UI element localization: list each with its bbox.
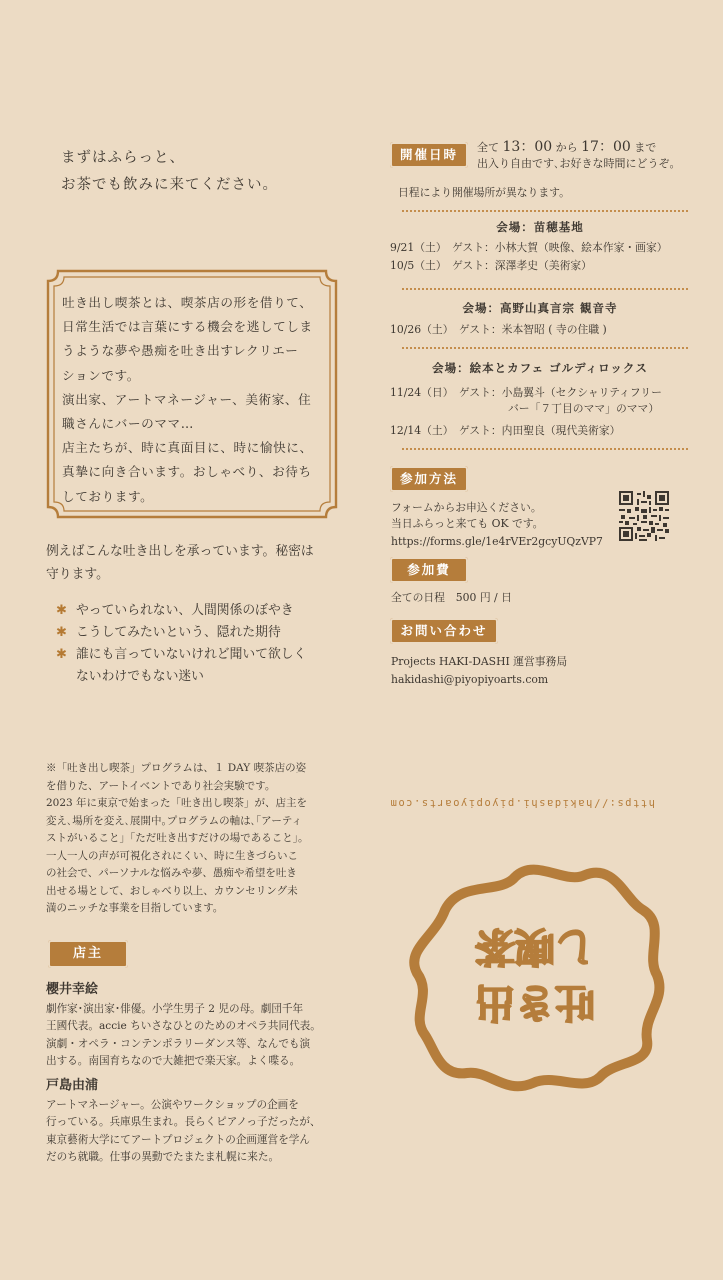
bio-line: 行っている。兵庫県生まれ。長らくピアノっ子だったが、 bbox=[46, 1116, 321, 1129]
about-line: うような夢や愚痴を吐き出すレクリエー bbox=[62, 343, 299, 359]
venue-title: 会場：絵本とカフェ ゴルディロックス bbox=[432, 361, 648, 375]
about-line: 日常生活では言葉にする機会を逃してしま bbox=[62, 319, 313, 335]
event-guest: ゲスト：内田聖良（現代美術家） bbox=[458, 424, 621, 437]
note-line: 出せる場として、おしゃべり以上、カウンセリング未 bbox=[46, 884, 298, 897]
event-date: 11/24（日） bbox=[390, 386, 449, 399]
contact-info bbox=[391, 653, 567, 689]
contact-org: Projects HAKI-DASHI 運営事務局 bbox=[391, 655, 568, 668]
event-date: 10/5（土） bbox=[390, 259, 442, 272]
about-line: 職さんにバーのママ… bbox=[62, 416, 194, 432]
venue-events bbox=[390, 384, 662, 440]
bio-line: 東京藝術大学にてアートプロジェクトの企画運営を学ん bbox=[46, 1133, 310, 1146]
star-bullet-icon: ✱ bbox=[56, 603, 67, 618]
about-line: ションです。 bbox=[62, 367, 140, 383]
examples-lead-line-2: 守ります。 bbox=[46, 567, 109, 582]
qr-code-icon[interactable] bbox=[619, 491, 669, 541]
example-text: ないわけでもない迷い bbox=[76, 669, 204, 684]
venue-title: 会場：苗穂基地 bbox=[496, 220, 584, 234]
free-entry-text: 出入り自由です､お好きな時間にどうぞ｡ bbox=[477, 157, 675, 170]
time-line bbox=[477, 139, 675, 156]
contact-badge: お問い合わせ bbox=[390, 618, 498, 644]
bio-line: アートマネージャー。公演やワークショップの企画を bbox=[46, 1099, 299, 1111]
join-line-1: フォームからお申込ください。 bbox=[391, 501, 542, 514]
event-date: 10/26（土） bbox=[390, 323, 449, 336]
note-line: 2023 年に東京で始まった「吐き出し喫茶」が、店主を bbox=[46, 797, 308, 809]
star-bullet-icon: ✱ bbox=[56, 625, 67, 640]
venue-events bbox=[390, 239, 668, 275]
dotted-divider bbox=[402, 210, 688, 212]
event-date: 9/21（土） bbox=[390, 241, 442, 254]
venue-title: 会場：高野山真言宗 観音寺 bbox=[462, 301, 618, 315]
note-line: 満のニッチな事業を目指しています。 bbox=[46, 902, 224, 914]
intro-line-1: まずはふらっと、 bbox=[61, 150, 185, 166]
schedule-badge: 開催日時 bbox=[390, 142, 468, 168]
owner-name: 櫻井幸絵 bbox=[46, 982, 99, 997]
event-row bbox=[390, 422, 662, 440]
join-badge: 参加方法 bbox=[390, 466, 468, 492]
list-item bbox=[56, 644, 346, 688]
about-line: 店主たちが、時に真面目に、時に愉快に、 bbox=[62, 440, 313, 456]
bio-line: 王國代表。accie ちいさなひとのためのオペラ共同代表。 bbox=[46, 1020, 321, 1033]
venue-events bbox=[390, 321, 607, 339]
event-row bbox=[390, 321, 607, 339]
owner-bio bbox=[46, 1097, 341, 1167]
fee-text: 全ての日程 500 円 / 日 bbox=[391, 591, 512, 604]
event-guest: ゲスト：小林大賀（映像、絵本作家・画家） bbox=[452, 241, 668, 254]
examples-lead bbox=[46, 540, 346, 586]
website-url[interactable]: https://hakidashi.piyopiyoarts.com bbox=[389, 797, 655, 809]
dotted-divider bbox=[402, 347, 688, 349]
star-bullet-icon: ✱ bbox=[56, 647, 67, 662]
about-line: 演出家、アートマネージャー、美術家、住 bbox=[62, 391, 312, 407]
owners-badge: 店主 bbox=[48, 940, 128, 968]
intro-text bbox=[61, 145, 278, 199]
note-line: ※「吐き出し喫茶」プログラムは、１ DAY 喫茶店の姿 bbox=[46, 762, 307, 774]
end-time: 17：00 bbox=[581, 139, 631, 155]
intro-line-2: お茶でも飲みに来てください。 bbox=[61, 177, 278, 193]
dotted-divider bbox=[402, 448, 688, 450]
join-form-link[interactable]: https://forms.gle/1e4rVEr2gcyUQzVP7 bbox=[391, 535, 603, 548]
event-row-continued: バー「７丁目のママ」のママ） bbox=[508, 402, 660, 415]
list-item bbox=[56, 622, 346, 644]
owner-name: 戸島由浦 bbox=[46, 1078, 99, 1093]
examples-list bbox=[56, 600, 346, 688]
time-from: から bbox=[555, 141, 578, 154]
event-guest: ゲスト：小島翼斗（セクシャリティフリー bbox=[458, 386, 662, 399]
start-time: 13：00 bbox=[502, 139, 553, 155]
event-row bbox=[390, 257, 668, 275]
bio-line: 劇作家･演出家･俳優。小学生男子 2 児の母。劇団千年 bbox=[46, 1003, 304, 1015]
bio-line: 演劇・オペラ・コンテンポラリーダンス等、なんでも演 bbox=[46, 1037, 311, 1050]
program-note bbox=[46, 760, 338, 918]
event-date: 12/14（土） bbox=[390, 424, 449, 437]
note-line: 変え､場所を変え､展開中｡プログラムの軸は､｢アーティ bbox=[46, 814, 302, 827]
note-line: ストがいること」「ただ吐き出すだけの場であること」。 bbox=[46, 832, 309, 844]
about-line: 吐き出し喫茶とは、喫茶店の形を借りて、 bbox=[62, 295, 313, 310]
fee-badge: 参加費 bbox=[390, 557, 468, 583]
about-line: しております。 bbox=[62, 488, 154, 504]
event-guest: ゲスト：米本智昭 ( 寺の住職 ) bbox=[458, 323, 607, 336]
note-line: の社会で、パーソナルな悩みや夢、愚痴や希望を吐き bbox=[46, 867, 297, 879]
list-item bbox=[56, 600, 346, 622]
owner-bio bbox=[46, 1001, 341, 1071]
contact-email[interactable]: hakidashi@piyopiyoarts.com bbox=[391, 673, 549, 686]
about-line: 真摯に向き合います。おしゃべり、お待ち bbox=[62, 464, 312, 480]
owner-1 bbox=[46, 978, 341, 1071]
time-prefix: 全て bbox=[477, 141, 499, 154]
example-text: やっていられない、人間関係のぼやき bbox=[76, 603, 294, 618]
owner-2 bbox=[46, 1074, 341, 1167]
example-text: こうしてみたいという、隠れた期待 bbox=[76, 625, 281, 640]
logo-text: 吐き出し喫茶 bbox=[475, 923, 595, 1025]
dotted-divider bbox=[402, 288, 688, 290]
time-until: まで bbox=[634, 141, 657, 154]
event-row bbox=[390, 239, 668, 257]
bio-line: 出する。南国育ちなので大雑把で楽天家。よく喋る。 bbox=[46, 1055, 301, 1068]
note-line: 一人一人の声が可視化されにくい、時に生きづらいこ bbox=[46, 849, 298, 862]
about-text bbox=[62, 291, 328, 509]
schedule-time bbox=[477, 139, 675, 172]
join-line-2: 当日ふらっと来ても OK です。 bbox=[391, 517, 544, 530]
note-line: を借りた、アートイベントであり社会実験です。 bbox=[46, 779, 276, 792]
bio-line: だのち就職。仕事の異動でたまたま札幌に来た。 bbox=[46, 1151, 280, 1164]
examples-lead-line-1: 例えばこんな吐き出しを承っています。秘密は bbox=[46, 544, 314, 559]
join-info bbox=[391, 500, 603, 550]
event-guest: ゲスト：深澤孝史（美術家） bbox=[452, 259, 592, 272]
example-text: 誰にも言っていないけれど聞いて欲しく bbox=[76, 647, 307, 662]
venue-note: 日程により開催場所が異なります。 bbox=[398, 186, 570, 199]
